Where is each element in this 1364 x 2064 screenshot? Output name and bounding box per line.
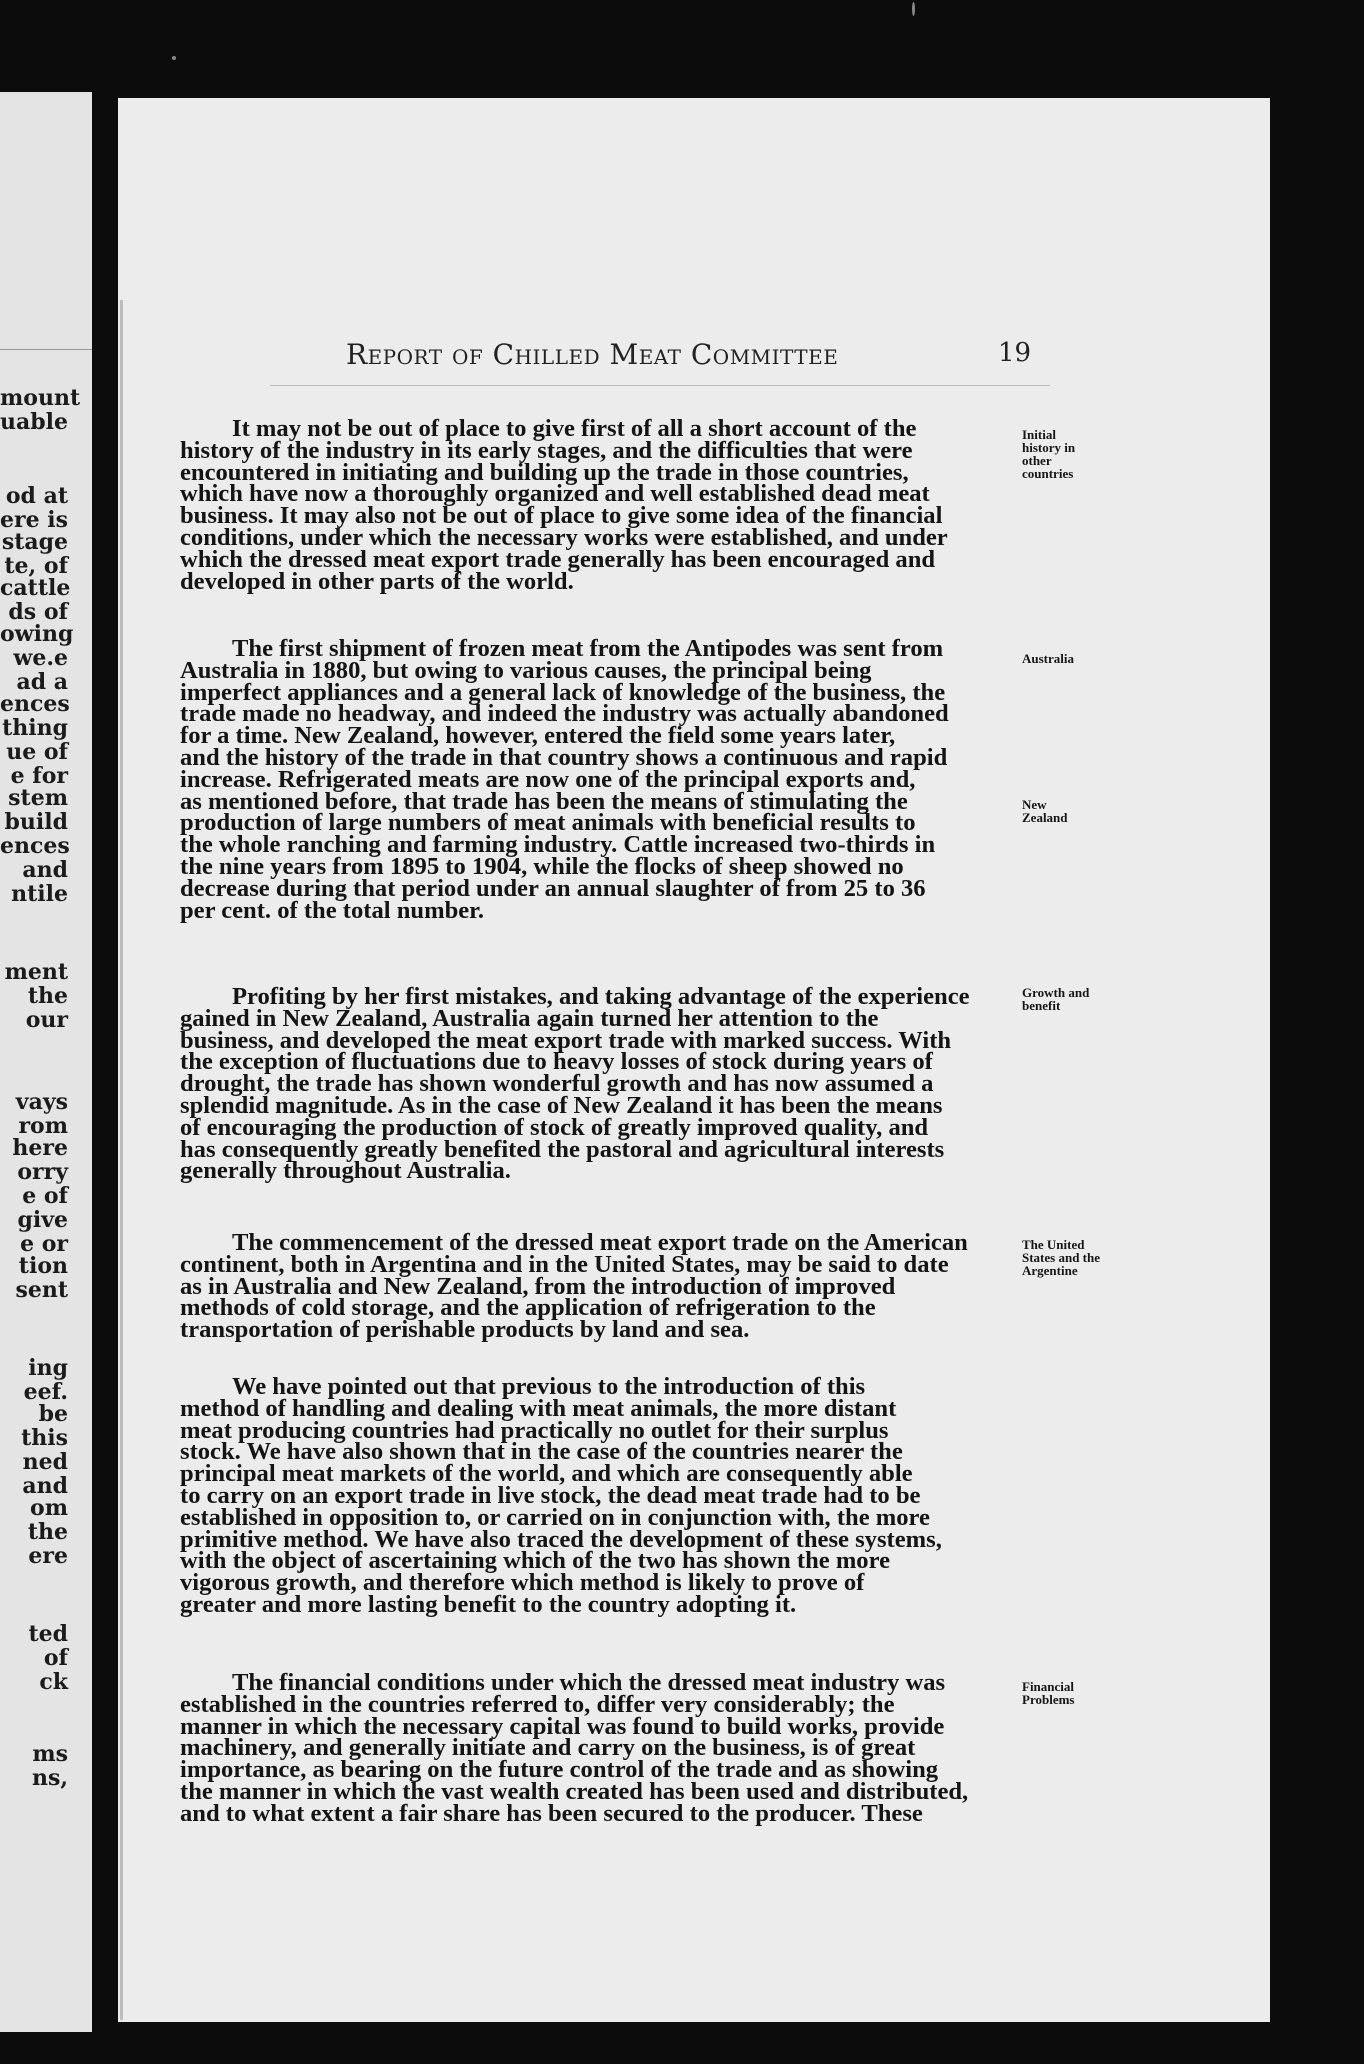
- text-line: principal meat markets of the world, and which are consequently able: [180, 1460, 913, 1488]
- text-line: decrease during that period under an annual slaughter of from 25 to 36: [180, 874, 926, 902]
- facing-page-fragment: we.e: [13, 645, 68, 671]
- text-line: imperfect appliances and a general lack of knowledge of the business, the: [180, 678, 946, 706]
- facing-page-fragment: eef.: [23, 1379, 68, 1405]
- margin-note-new-zealand: New Zealand: [1022, 797, 1068, 825]
- text-line: which have now a thoroughly organized and well established dead meat: [180, 480, 930, 508]
- facing-page-fragment: cattle: [0, 575, 71, 601]
- paragraph-comparison-methods: [180, 1373, 1020, 1618]
- paragraph-united-states-argentine: [180, 1229, 1020, 1344]
- page-gutter: [120, 300, 123, 2020]
- facing-page-rule: [0, 349, 92, 350]
- text-line: for a time. New Zealand, however, entered the field some years later,: [180, 722, 896, 750]
- facing-page-fragment: ad a: [16, 669, 68, 695]
- text-line: the exception of fluctuations due to heavy losses of stock during years of: [180, 1048, 933, 1076]
- text-line: per cent. of the total number.: [180, 896, 484, 924]
- text-line: trade made no headway, and indeed the industry was actually abandoned: [180, 700, 949, 728]
- paragraph-australia-new-zealand: [180, 635, 1020, 924]
- text-line: established in opposition to, or carried on in conjunction with, the more: [180, 1503, 930, 1531]
- text-line: developed in other parts of the world.: [180, 567, 574, 595]
- facing-page-fragment: stem: [8, 785, 68, 811]
- facing-page-fragment: vays: [15, 1089, 68, 1115]
- text-line: The financial conditions under which the dressed meat industry was: [232, 1669, 946, 1696]
- facing-page-fragment: mount: [0, 385, 81, 411]
- facing-page-fragment: uable: [0, 409, 68, 435]
- text-line: gained in New Zealand, Australia again turned her attention to the: [180, 1004, 879, 1032]
- text-line: the manner in which the vast wealth created has been used and distributed,: [180, 1777, 969, 1805]
- text-line: The commencement of the dressed meat export trade on the American: [232, 1229, 968, 1256]
- facing-page-fragment: build: [4, 809, 68, 835]
- margin-note-growth-benefit: Growth and benefit: [1022, 985, 1090, 1013]
- text-line: primitive method. We have also traced the development of these systems,: [180, 1525, 942, 1553]
- page-number: 19: [998, 338, 1032, 368]
- facing-page-fragment: ences: [0, 833, 70, 859]
- text-line: with the object of ascertaining which of the two has shown the more: [180, 1547, 890, 1575]
- text-line: business, and developed the meat export trade with marked success. With: [180, 1026, 952, 1054]
- facing-page-fragment: e of: [22, 1183, 68, 1209]
- facing-page-fragment: ted: [28, 1621, 68, 1647]
- text-line: production of large numbers of meat animals with beneficial results to: [180, 809, 916, 837]
- text-line: transportation of perishable products by land and sea.: [180, 1316, 750, 1344]
- text-line: continent, both in Argentina and in the United States, may be said to date: [180, 1250, 949, 1278]
- facing-page-fragment: owing: [0, 621, 74, 647]
- text-line: generally throughout Australia.: [180, 1157, 511, 1185]
- facing-page-fragment: ck: [39, 1669, 68, 1695]
- text-line: history of the industry in its early stages, and the difficulties that were: [180, 436, 913, 464]
- facing-page-fragment: ue of: [6, 739, 68, 765]
- paragraph-financial-problems: [180, 1669, 1020, 1827]
- text-line: the nine years from 1895 to 1904, while the flocks of sheep showed no: [180, 852, 904, 880]
- scan-speck: [172, 56, 176, 60]
- text-line: and to what extent a fair share has been secured to the producer. These: [180, 1799, 923, 1827]
- facing-page-fragment: our: [25, 1007, 68, 1033]
- facing-page-fragment: ere: [28, 1543, 68, 1569]
- facing-page-fragment: e for: [10, 763, 68, 789]
- text-line: as in Australia and New Zealand, from the introduction of improved: [180, 1272, 896, 1300]
- text-line: the whole ranching and farming industry. Cattle increased two-thirds in: [180, 831, 936, 859]
- facing-page-fragment: of: [43, 1645, 68, 1671]
- facing-page-fragment: sent: [15, 1277, 68, 1303]
- facing-page-fragment: the: [27, 983, 68, 1009]
- text-line: vigorous growth, and therefore which method is likely to prove of: [180, 1569, 865, 1597]
- facing-page-fragment: this: [21, 1425, 68, 1451]
- facing-page-fragment: give: [17, 1207, 68, 1233]
- facing-page-fragment: here: [12, 1135, 68, 1161]
- text-line: The first shipment of frozen meat from the Antipodes was sent from: [232, 635, 944, 662]
- text-line: We have pointed out that previous to the introduction of this: [232, 1373, 866, 1400]
- text-line: drought, the trade has shown wonderful growth and has now assumed a: [180, 1070, 934, 1098]
- text-line: machinery, and generally initiate and carry on the business, is of great: [180, 1734, 916, 1762]
- text-line: has consequently greatly benefited the pastoral and agricultural interests: [180, 1135, 945, 1163]
- text-line: methods of cold storage, and the application of refrigeration to the: [180, 1294, 876, 1322]
- facing-page-fragment: ment: [4, 959, 68, 985]
- paragraph-growth-benefit: [180, 983, 1020, 1185]
- text-line: It may not be out of place to give first of all a short account of the: [232, 415, 917, 442]
- text-line: Profiting by her first mistakes, and taking advantage of the experience: [232, 983, 970, 1010]
- facing-page-fragment: om: [30, 1495, 68, 1521]
- facing-page-fragment: te, of: [4, 553, 68, 579]
- facing-page-fragment: ere is: [0, 507, 68, 533]
- facing-page-fragment: rom: [18, 1113, 68, 1139]
- header-title: Report of Chilled Meat Committee: [346, 338, 839, 371]
- text-line: splendid magnitude. As in the case of New Zealand it has been the means: [180, 1091, 943, 1119]
- facing-page-fragment: ing: [28, 1355, 68, 1381]
- scan-speck: [912, 2, 915, 16]
- facing-page-fragment: and: [22, 1473, 68, 1499]
- facing-page-fragment: od at: [5, 483, 68, 509]
- facing-page-fragment: ences: [0, 691, 70, 717]
- facing-page-fragment: ns,: [31, 1765, 68, 1791]
- facing-page-fragment: and: [22, 857, 68, 883]
- paragraph-initial-history: [180, 415, 1020, 595]
- text-line: business. It may also not be out of place to give some idea of the financial: [180, 502, 943, 530]
- margin-note-australia: Australia: [1022, 651, 1074, 666]
- text-line: to carry on an export trade in live stock, the dead meat trade had to be: [180, 1481, 921, 1509]
- text-line: method of handling and dealing with meat animals, the more distant: [180, 1394, 897, 1422]
- text-line: and the history of the trade in that country shows a continuous and rapid: [180, 743, 948, 771]
- text-line: importance, as bearing on the future control of the trade and as showing: [180, 1756, 939, 1784]
- facing-page-fragment: ned: [22, 1449, 68, 1475]
- facing-page-fragment: ms: [32, 1741, 68, 1767]
- facing-page-fragment: tion: [18, 1253, 68, 1279]
- text-line: greater and more lasting benefit to the country adopting it.: [180, 1590, 797, 1618]
- text-line: which the dressed meat export trade generally has been encouraged and: [180, 545, 936, 573]
- margin-note-financial-problems: Financial Problems: [1022, 1679, 1075, 1707]
- running-header: [346, 338, 838, 371]
- facing-page-fragment: ds of: [8, 599, 68, 625]
- facing-page-fragment: be: [38, 1401, 68, 1427]
- facing-page-fragment: stage: [1, 529, 68, 555]
- text-line: as mentioned before, that trade has been the means of stimulating the: [180, 787, 908, 815]
- text-line: meat producing countries had practically no outlet for their surplus: [180, 1416, 889, 1444]
- text-line: conditions, under which the necessary works were established, and under: [180, 523, 948, 551]
- text-line: stock. We have also shown that in the case of the countries nearer the: [180, 1438, 903, 1466]
- text-line: encountered in initiating and building up the trade in those countries,: [180, 458, 909, 486]
- facing-page-fragment: e or: [20, 1231, 68, 1257]
- text-line: manner in which the necessary capital was found to build works, provide: [180, 1712, 945, 1740]
- facing-page-fragment: the: [27, 1519, 68, 1545]
- text-line: increase. Refrigerated meats are now one of the principal exports and,: [180, 765, 916, 793]
- header-rule: [270, 385, 1050, 386]
- facing-page-fragment: thing: [2, 715, 68, 741]
- margin-note-initial-history: Initial history in other countries: [1022, 427, 1076, 481]
- text-line: established in the countries referred to, differ very considerably; the: [180, 1690, 895, 1718]
- facing-page-fragment: orry: [17, 1159, 68, 1185]
- facing-page-fragment: ntile: [11, 881, 68, 907]
- text-line: Australia in 1880, but owing to various causes, the principal being: [180, 656, 872, 684]
- margin-note-united-states: The United States and the Argentine: [1022, 1237, 1101, 1278]
- text-line: of encouraging the production of stock of greatly improved quality, and: [180, 1113, 929, 1141]
